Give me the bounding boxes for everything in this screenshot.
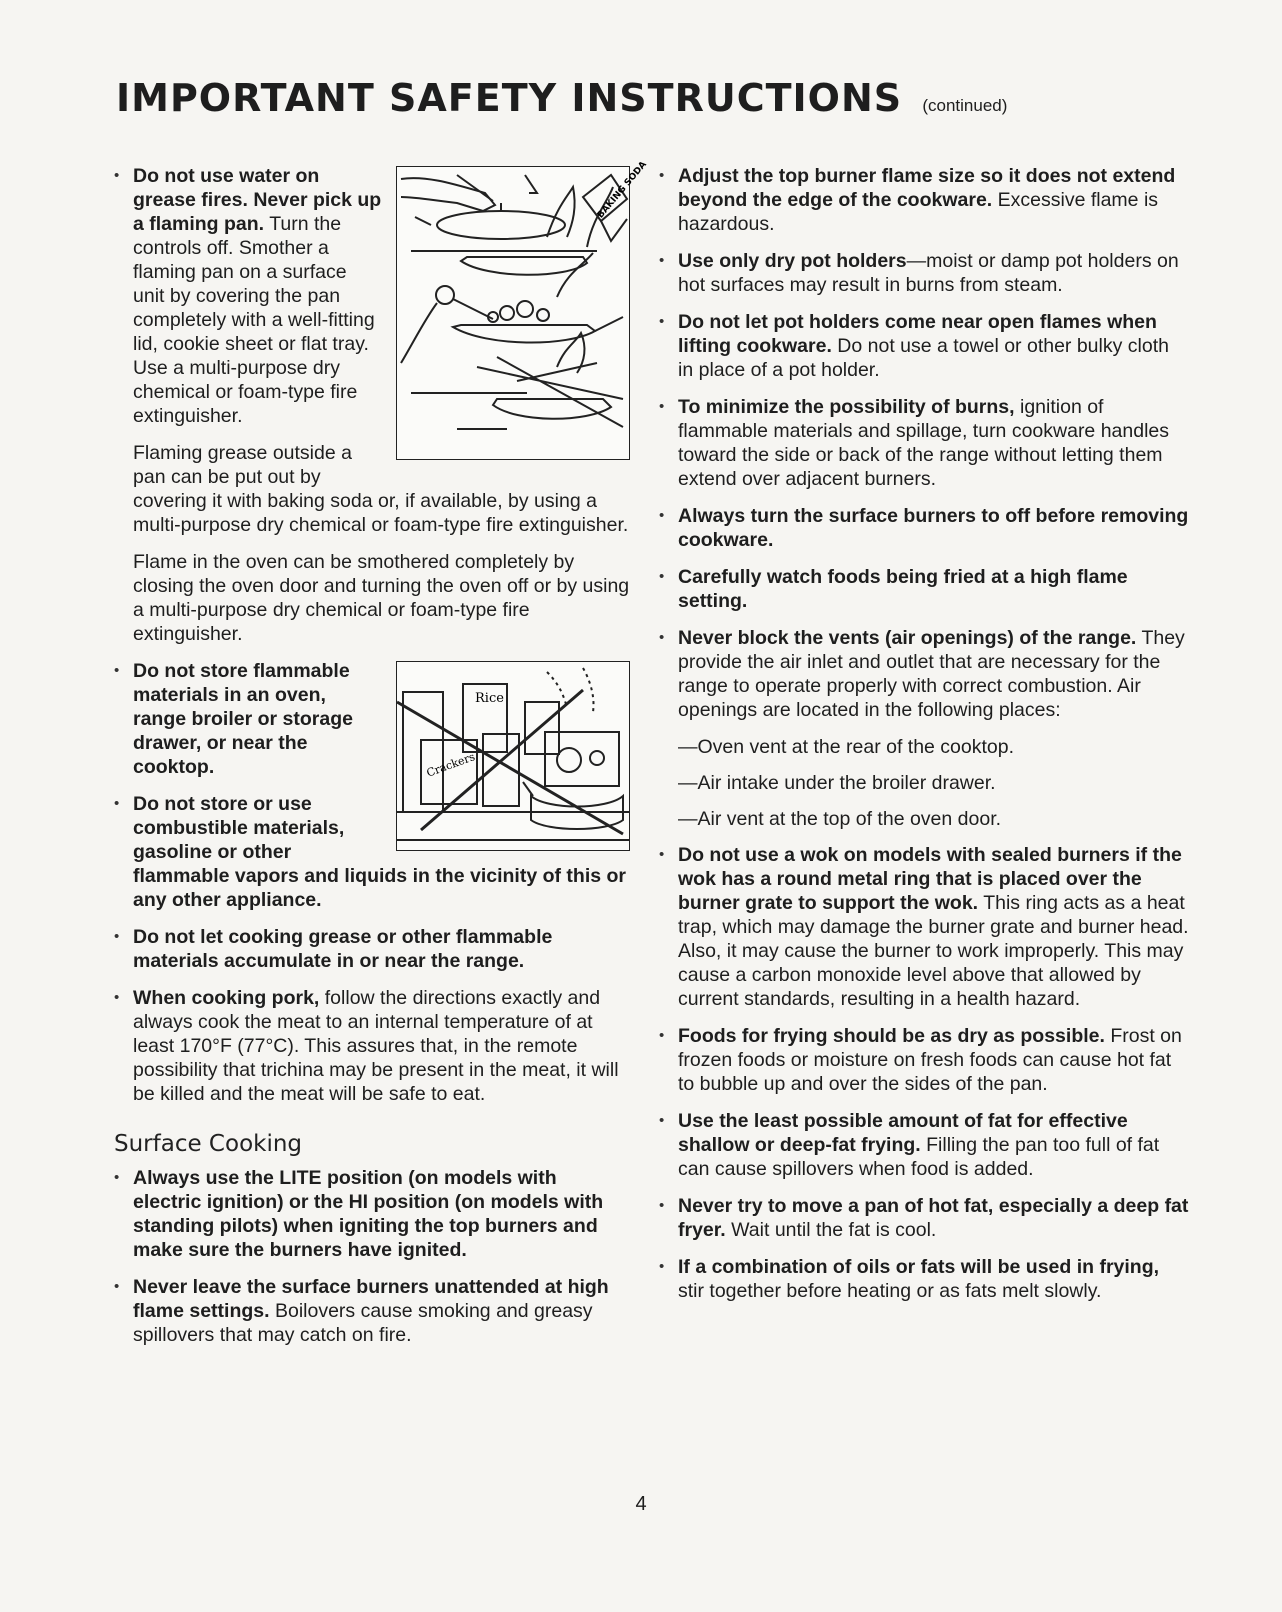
page-title bbox=[116, 76, 1007, 120]
bullet-icon: • bbox=[659, 1112, 665, 1129]
item-bold-text: Never try to move a pan of hot fat, especially a deep fat fryer. bbox=[678, 1195, 1189, 1241]
item-text: Filling the pan too full of fat can cause spillovers when food is added. bbox=[678, 1134, 1160, 1180]
item-bold-text: Do not let cooking grease or other flammable materials accumulate in or near the range. bbox=[133, 926, 553, 972]
item-text: ignition of flammable materials and spillage, turn cookware handles toward the side or back of the range without letting them extend over adjacent burners. bbox=[678, 396, 1170, 490]
bullet-icon: • bbox=[659, 252, 665, 269]
list-item bbox=[659, 843, 1189, 1011]
item-text: Wait until the fat is cool. bbox=[731, 1219, 937, 1241]
item-bold-text: Do not store flammable materials in an oven, range broiler or storage drawer, or near the cooktop. bbox=[133, 660, 353, 778]
list-item bbox=[114, 1275, 630, 1347]
bullet-icon: • bbox=[659, 507, 665, 524]
bullet-icon: • bbox=[659, 629, 665, 646]
vent-location: —Air vent at the top of the oven door. bbox=[678, 808, 1002, 830]
item-bold-text: Do not let pot holders come near open flames when lifting cookware. bbox=[678, 311, 1157, 357]
bullet-icon: • bbox=[659, 313, 665, 330]
list-item bbox=[659, 1255, 1189, 1303]
item-bold-text: Never block the vents (air openings) of the range. bbox=[678, 627, 1137, 649]
list-item bbox=[659, 1024, 1189, 1096]
item-text: Do not use a towel or other bulky cloth in place of a pot holder. bbox=[678, 335, 1169, 381]
bullet-icon: • bbox=[114, 662, 120, 679]
paragraph: Flame in the oven can be smothered completely by closing the oven door and turning the oven off or by using a multi-purpose dry chemical or foam-type fire extinguisher. bbox=[133, 551, 630, 645]
item-bold-text: Always turn the surface burners to off before removing cookware. bbox=[678, 505, 1189, 551]
item-bold-text: To minimize the possibility of burns, bbox=[678, 396, 1015, 418]
list-item bbox=[659, 1109, 1189, 1181]
bullet-icon: • bbox=[114, 167, 120, 184]
item-bold-text: Do not use water on grease fires. Never pick up a flaming pan. bbox=[133, 165, 382, 235]
bullet-icon: • bbox=[659, 167, 665, 184]
list-item bbox=[114, 659, 630, 779]
item-text: Excessive flame is hazardous. bbox=[678, 189, 1159, 235]
item-bold-text: Use only dry pot holders bbox=[678, 250, 907, 272]
list-item bbox=[659, 1194, 1189, 1242]
item-bold-text: When cooking pork, bbox=[133, 987, 320, 1009]
bullet-icon: • bbox=[114, 1278, 120, 1295]
item-text: Frost on frozen foods or moisture on fresh foods can cause hot fat to bubble up and over the sides of the pan. bbox=[678, 1025, 1182, 1095]
list-item bbox=[659, 626, 1189, 722]
crackers-label: Crackers bbox=[424, 750, 477, 780]
item-bold-text: Carefully watch foods being fried at a high flame setting. bbox=[678, 566, 1128, 612]
item-bold-text: Always use the LITE position (on models with electric ignition) or the HI position (on models with standing pilots) when igniting the top burners and make sure the burners have ignited. bbox=[133, 1167, 604, 1261]
list-item bbox=[659, 504, 1189, 552]
bullet-icon: • bbox=[114, 795, 120, 812]
vent-location: —Oven vent at the rear of the cooktop. bbox=[678, 736, 1015, 758]
page-number: 4 bbox=[635, 1493, 647, 1515]
list-item bbox=[659, 310, 1189, 382]
list-item bbox=[659, 565, 1189, 613]
list-item bbox=[114, 925, 630, 973]
item-text: Turn the controls off. Smother a flaming pan on a surface unit by covering the pan completely with a well-fitting lid, cookie sheet or flat tray. Use a multi-purpose dry chemical or foam-type fire extinguisher. bbox=[133, 213, 375, 427]
list-item bbox=[659, 164, 1189, 236]
page-title-text: IMPORTANT SAFETY INSTRUCTIONS bbox=[116, 76, 903, 120]
item-text: This ring acts as a heat trap, which may damage the burner grate and burner head. Also, it may cause the burner to work improperly. This may cause a carbon monoxide level above that allowed by current standards, resulting in a health hazard. bbox=[678, 892, 1189, 1010]
list-item bbox=[114, 164, 630, 428]
bullet-icon: • bbox=[659, 1258, 665, 1275]
item-text: stir together before heating or as fats melt slowly. bbox=[678, 1280, 1102, 1302]
list-item bbox=[114, 1166, 630, 1262]
bullet-icon: • bbox=[659, 398, 665, 415]
left-column bbox=[114, 159, 649, 1360]
list-item bbox=[659, 249, 1189, 297]
list-item bbox=[114, 986, 630, 1106]
item-text: Boilovers cause smoking and greasy spillovers that may catch on fire. bbox=[133, 1300, 593, 1346]
paragraph: Flaming grease outside a pan can be put out by covering it with baking soda or, if available, by using a multi-purpose dry chemical or foam-type fire extinguisher. bbox=[133, 442, 629, 536]
item-bold-text: Never leave the surface burners unattended at high flame settings. bbox=[133, 1276, 609, 1322]
item-text: They provide the air inlet and outlet that are necessary for the range to operate properly with correct combustion. Air openings are located in the following places: bbox=[678, 627, 1185, 721]
list-item bbox=[659, 395, 1189, 491]
bullet-icon: • bbox=[659, 846, 665, 863]
item-text: follow the directions exactly and always cook the meat to an internal temperature of at least 170°F (77°C). This assures that, in the remote possibility that trichina may be present in the meat, it will be killed and the meat will be safe to eat. bbox=[133, 987, 619, 1105]
list-item bbox=[114, 792, 630, 912]
page-title-suffix: (continued) bbox=[922, 96, 1008, 115]
section-heading: Surface Cooking bbox=[114, 1131, 303, 1157]
item-text: —moist or damp pot holders on hot surfaces may result in burns from steam. bbox=[678, 250, 1179, 296]
bullet-icon: • bbox=[659, 568, 665, 585]
baking-soda-label: BAKING SODA bbox=[595, 159, 649, 221]
bullet-icon: • bbox=[114, 1169, 120, 1186]
bullet-icon: • bbox=[659, 1197, 665, 1214]
bullet-icon: • bbox=[114, 928, 120, 945]
bullet-icon: • bbox=[114, 989, 120, 1006]
item-bold-text: Do not store or use combustible materials, gasoline or other flammable vapors and liquids in the vicinity of this or any other appliance. bbox=[133, 793, 627, 911]
item-bold-text: Do not use a wok on models with sealed burners if the wok has a round metal ring that is placed over the burner grate to support the wok. bbox=[678, 844, 1182, 914]
item-bold-text: Use the least possible amount of fat for effective shallow or deep-fat frying. bbox=[678, 1110, 1128, 1156]
right-column bbox=[659, 164, 1189, 1316]
item-bold-text: If a combination of oils or fats will be used in frying, bbox=[678, 1256, 1160, 1278]
rice-label: Rice bbox=[475, 691, 504, 706]
bullet-icon: • bbox=[659, 1027, 665, 1044]
item-bold-text: Adjust the top burner flame size so it does not extend beyond the edge of the cookware. bbox=[678, 165, 1176, 211]
item-bold-text: Foods for frying should be as dry as possible. bbox=[678, 1025, 1105, 1047]
vent-location: —Air intake under the broiler drawer. bbox=[678, 772, 996, 794]
